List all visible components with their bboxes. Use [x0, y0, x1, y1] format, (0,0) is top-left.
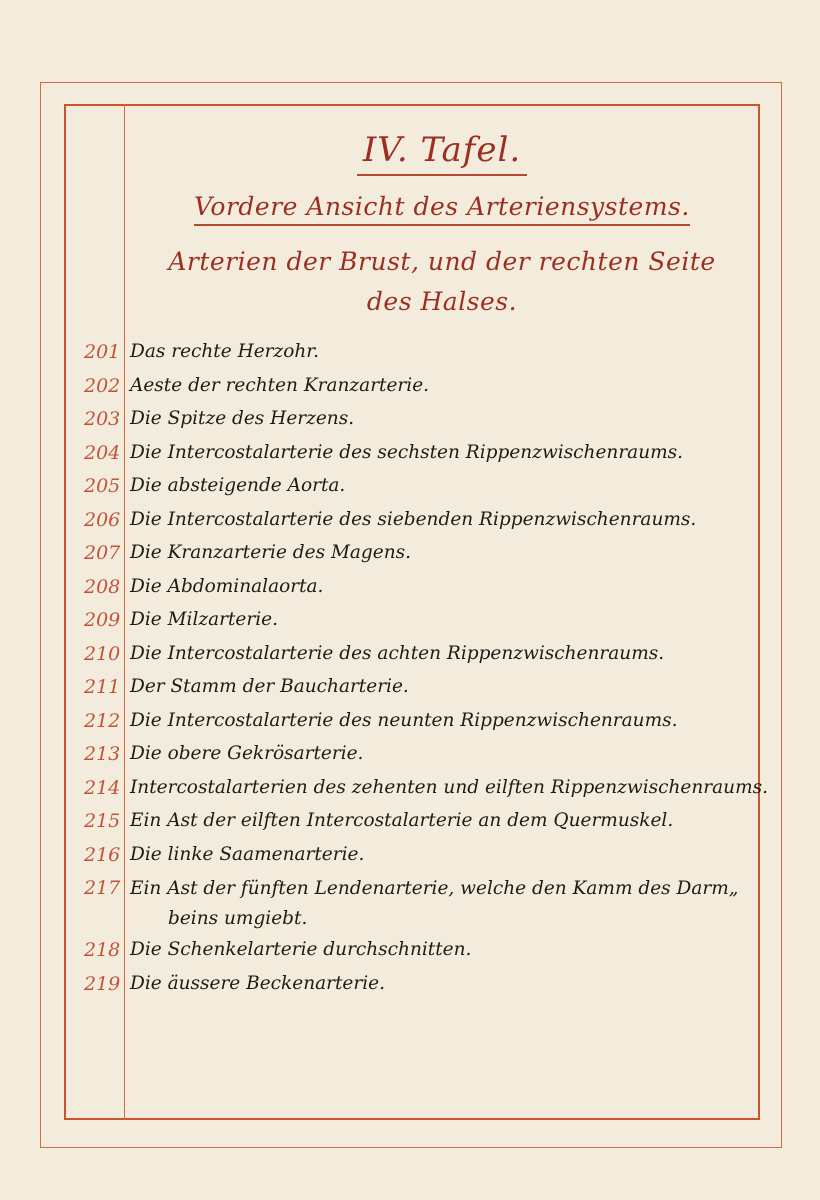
entry-number: 205 [84, 475, 121, 497]
entry-text-continuation: beins umgiebt. [168, 908, 308, 929]
entry-text: Die äussere Beckenarterie. [130, 972, 385, 994]
entry-number: 206 [84, 508, 121, 531]
entry-text: Die Intercostalarterie des sechsten Rippenzwischenraums. [130, 441, 684, 463]
list-item [70, 841, 756, 875]
list-item [70, 707, 756, 741]
page-subtitle: Vordere Ansicht des Arteriensystems. [194, 190, 690, 226]
list-item [70, 472, 756, 506]
entry-number: 214 [84, 776, 121, 799]
entry-text: Die Milzarterie. [130, 609, 278, 630]
entry-list [70, 338, 768, 1003]
entry-text: Die linke Saamenarterie. [130, 843, 365, 865]
entry-number: 203 [84, 408, 121, 430]
plate-title: IV. Tafel. [357, 126, 527, 176]
entry-number: 210 [84, 642, 121, 665]
list-item [70, 640, 756, 674]
list-item [70, 338, 756, 372]
list-item [70, 506, 756, 540]
entry-number: 212 [84, 709, 121, 732]
list-item [70, 539, 756, 573]
entry-number: 209 [84, 609, 121, 631]
entry-number: 217 [84, 877, 121, 899]
section-heading: Arterien der Brust, und der rechten Seite des Halses. [168, 247, 716, 316]
entry-text-line: Ein Ast der fünften Lendenarterie, welche den Kamm des Darm„ [130, 878, 739, 899]
entry-number: 219 [84, 972, 121, 995]
entry-text [130, 874, 752, 934]
list-item [70, 807, 756, 841]
entry-text: Der Stamm der Baucharterie. [130, 676, 409, 697]
entry-number: 215 [84, 810, 121, 832]
list-item [70, 439, 756, 473]
list-item [70, 573, 756, 607]
list-item [70, 936, 756, 970]
list-item [70, 673, 756, 707]
entry-text: Die absteigende Aorta. [130, 475, 346, 496]
entry-number: 213 [84, 743, 121, 765]
entry-text: Intercostalarterien des zehenten und eilften Rippenzwischenraums. [130, 776, 768, 798]
entry-number: 216 [84, 843, 121, 866]
entry-text: Die Schenkelarterie durchschnitten. [130, 939, 472, 960]
entry-text: Die obere Gekrösarterie. [130, 743, 364, 764]
list-item [70, 874, 756, 936]
list-item [70, 774, 768, 808]
entry-text: Die Spitze des Herzens. [130, 408, 355, 429]
entry-number: 207 [84, 542, 121, 564]
entry-text: Die Abdominalaorta. [130, 575, 324, 597]
entry-number: 218 [84, 939, 121, 961]
entry-text: Die Intercostalarterie des siebenden Rippenzwischenraums. [130, 508, 697, 530]
entry-text: Die Intercostalarterie des neunten Rippenzwischenraums. [130, 709, 678, 731]
entry-number: 202 [84, 374, 121, 397]
entry-number: 211 [84, 676, 121, 698]
entry-text: Die Intercostalarterie des achten Rippenzwischenraums. [130, 642, 665, 664]
entry-text: Aeste der rechten Kranzarterie. [130, 374, 430, 396]
entry-number: 208 [84, 575, 121, 598]
list-item [70, 740, 756, 774]
list-item [70, 372, 756, 406]
entry-number: 201 [84, 341, 121, 363]
list-item [70, 606, 756, 640]
list-item [70, 970, 756, 1004]
page-header [124, 126, 760, 322]
list-item [70, 405, 756, 439]
entry-text: Ein Ast der eilften Intercostalarterie an dem Quermuskel. [130, 810, 674, 831]
entry-text: Die Kranzarterie des Magens. [130, 542, 411, 563]
entry-text: Das rechte Herzohr. [130, 341, 319, 362]
entry-number: 204 [84, 441, 121, 464]
